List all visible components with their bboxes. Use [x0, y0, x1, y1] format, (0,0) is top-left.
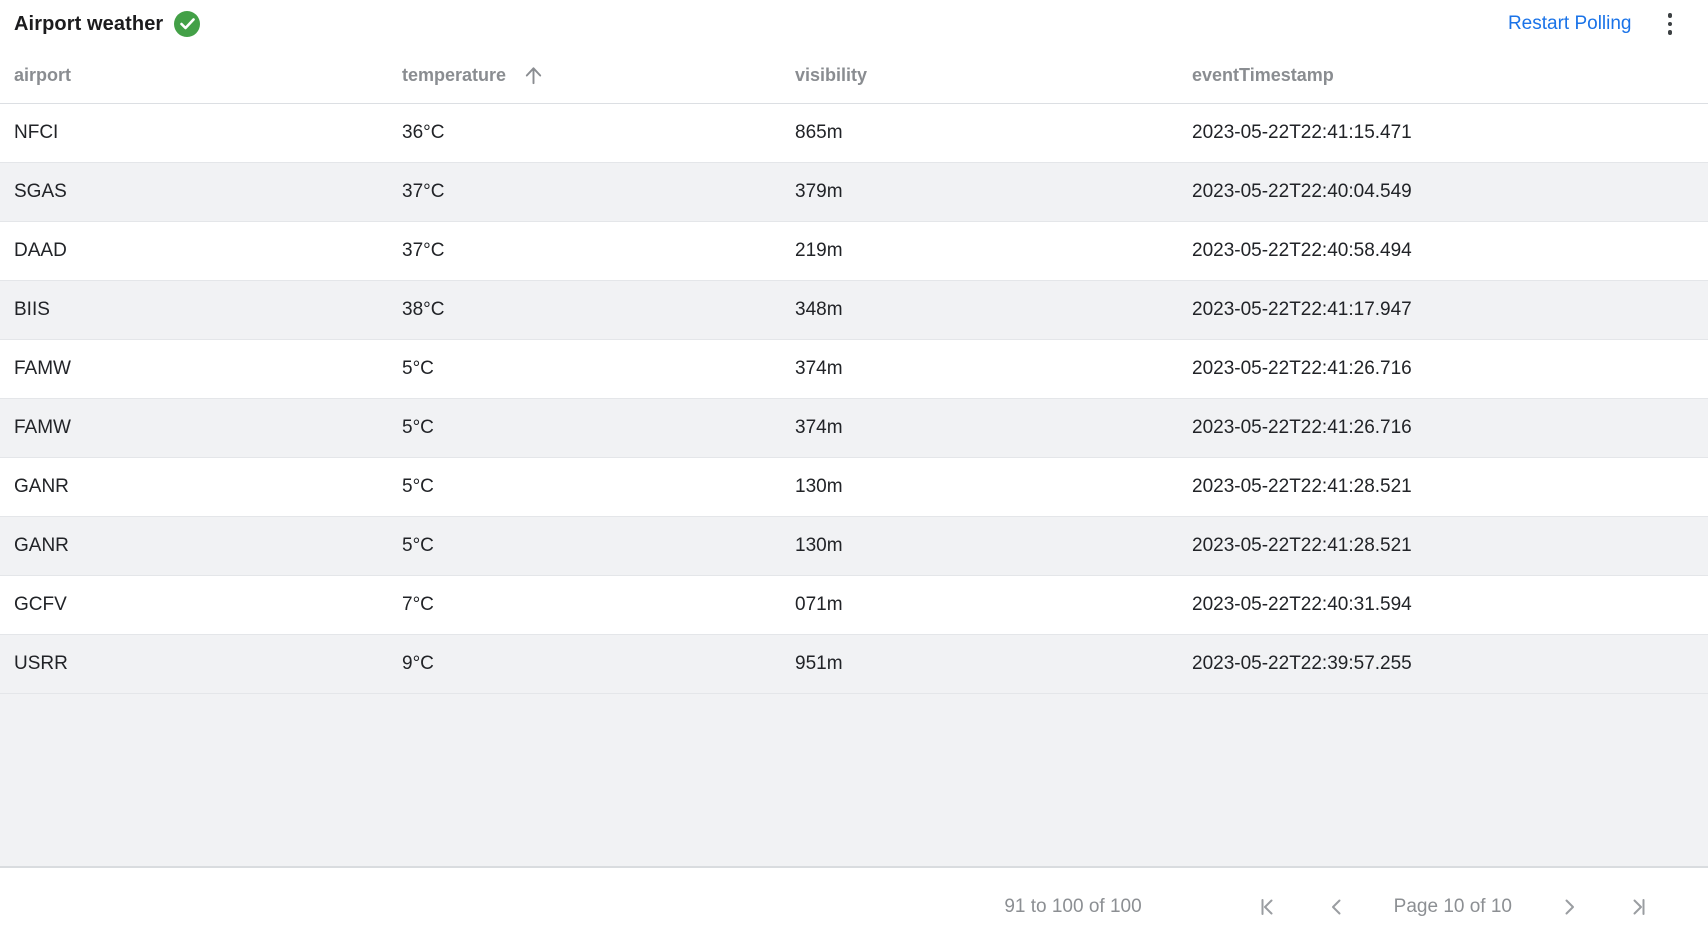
cell-temperature: 5°C [402, 535, 434, 556]
cell-eventTimestamp: 2023-05-22T22:39:57.255 [1192, 653, 1412, 674]
table-row[interactable] [0, 576, 1708, 635]
cell-airport: GCFV [14, 594, 67, 615]
cell-eventTimestamp: 2023-05-22T22:41:15.471 [1192, 122, 1412, 143]
table-row[interactable] [0, 340, 1708, 399]
row-range-summary: 91 to 100 of 100 [1004, 896, 1142, 917]
check-circle-icon [174, 11, 200, 37]
cell-eventTimestamp: 2023-05-22T22:40:04.549 [1192, 181, 1412, 202]
cell-visibility: 130m [795, 535, 843, 556]
cell-visibility: 348m [795, 299, 843, 320]
cell-visibility: 374m [795, 417, 843, 438]
column-header-airport[interactable] [0, 48, 388, 103]
cell-visibility: 374m [795, 358, 843, 379]
cell-eventTimestamp: 2023-05-22T22:40:58.494 [1192, 240, 1412, 261]
table-row[interactable] [0, 399, 1708, 458]
column-header-visibility[interactable] [781, 48, 1178, 103]
cell-eventTimestamp: 2023-05-22T22:41:26.716 [1192, 358, 1412, 379]
cell-temperature: 9°C [402, 653, 434, 674]
cell-airport: BIIS [14, 299, 50, 320]
cell-temperature: 7°C [402, 594, 434, 615]
table-row[interactable] [0, 635, 1708, 694]
cell-visibility: 219m [795, 240, 843, 261]
cell-eventTimestamp: 2023-05-22T22:41:26.716 [1192, 417, 1412, 438]
sort-ascending-icon [522, 64, 545, 87]
data-grid [0, 48, 1708, 866]
grid-empty-area [0, 694, 1708, 866]
table-row[interactable] [0, 517, 1708, 576]
cell-airport: GANR [14, 476, 69, 497]
cell-eventTimestamp: 2023-05-22T22:40:31.594 [1192, 594, 1412, 615]
cell-temperature: 37°C [402, 181, 445, 202]
table-row[interactable] [0, 458, 1708, 517]
last-page-icon[interactable] [1626, 894, 1652, 920]
cell-eventTimestamp: 2023-05-22T22:41:17.947 [1192, 299, 1412, 320]
column-label: airport [14, 65, 72, 85]
cell-visibility: 865m [795, 122, 843, 143]
table-header-row [0, 48, 1708, 104]
restart-polling-link[interactable]: Restart Polling [1507, 13, 1632, 34]
cell-airport: DAAD [14, 240, 67, 261]
cell-temperature: 37°C [402, 240, 445, 261]
page-indicator: Page 10 of 10 [1393, 896, 1512, 917]
pagination-bar [0, 866, 1708, 946]
table-row[interactable] [0, 104, 1708, 163]
cell-airport: FAMW [14, 417, 71, 438]
table-row[interactable] [0, 163, 1708, 222]
cell-temperature: 5°C [402, 358, 434, 379]
pager-controls [1254, 894, 1652, 920]
cell-visibility: 130m [795, 476, 843, 497]
cell-temperature: 5°C [402, 476, 434, 497]
table-row[interactable] [0, 222, 1708, 281]
column-header-eventTimestamp[interactable] [1178, 48, 1708, 103]
cell-temperature: 5°C [402, 417, 434, 438]
cell-airport: GANR [14, 535, 69, 556]
panel-header [0, 0, 1708, 48]
cell-visibility: 379m [795, 181, 843, 202]
cell-visibility: 951m [795, 653, 843, 674]
cell-temperature: 38°C [402, 299, 445, 320]
column-label: temperature [402, 65, 507, 85]
cell-visibility: 071m [795, 594, 843, 615]
cell-airport: SGAS [14, 181, 67, 202]
next-page-icon[interactable] [1556, 894, 1582, 920]
cell-airport: NFCI [14, 122, 59, 143]
cell-airport: USRR [14, 653, 68, 674]
cell-temperature: 36°C [402, 122, 445, 143]
cell-airport: FAMW [14, 358, 71, 379]
table-row[interactable] [0, 281, 1708, 340]
table-body [0, 104, 1708, 694]
column-header-temperature[interactable] [388, 48, 781, 103]
cell-eventTimestamp: 2023-05-22T22:41:28.521 [1192, 476, 1412, 497]
cell-eventTimestamp: 2023-05-22T22:41:28.521 [1192, 535, 1412, 556]
column-label: visibility [795, 65, 868, 85]
first-page-icon[interactable] [1254, 894, 1280, 920]
kebab-menu-icon[interactable] [1662, 9, 1679, 39]
previous-page-icon[interactable] [1324, 894, 1350, 920]
column-label: eventTimestamp [1192, 65, 1334, 85]
page-title: Airport weather [14, 12, 164, 35]
